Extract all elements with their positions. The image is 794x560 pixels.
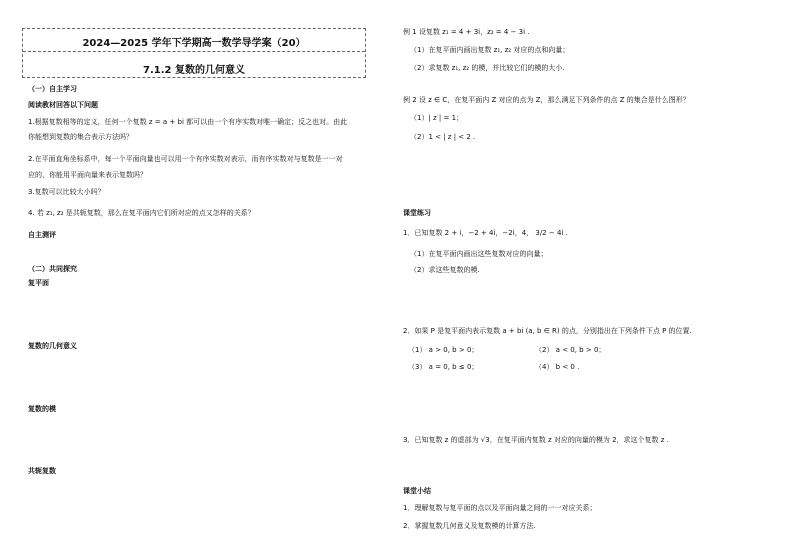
practice-1: 1．已知复数 2 + i，−2 + 4i，−2i，4， 3/2 − 4i . — [403, 229, 568, 237]
example-1-part-1: （1）在复平面内画出复数 z₁, z₂ 对应的点和向量； — [410, 46, 570, 54]
summary-heading: 课堂小结 — [403, 487, 431, 495]
practice-2-cond-1: （1） a > 0, b > 0； — [408, 346, 479, 354]
practice-3: 3．已知复数 z 的虚部为 √3，在复平面内复数 z 对应的向量的模为 2，求这个复数 z . — [403, 436, 669, 444]
example-2-part-2: （2）1 < | z | < 2 . — [410, 133, 476, 141]
title-box — [22, 28, 366, 78]
practice-2-cond-2: （2） a < 0, b > 0； — [535, 346, 606, 354]
practice-1-part-1: （1）在复平面内画出这些复数对应的向量； — [410, 250, 548, 258]
example-1: 例 1 设复数 z₁ = 4 + 3i，z₂ = 4 − 3i . — [403, 28, 530, 36]
practice-2: 2．如果 P 是复平面内表示复数 a + bi (a, b ∈ R) 的点，分别指出在下列条件下点 P 的位置. — [403, 327, 692, 335]
practice-2-cond-4: （4） b < 0 . — [535, 363, 580, 371]
heading-complex-plane: 复平面 — [28, 279, 49, 287]
question-1-line1: 1.根据复数相等的定义，任何一个复数 z = a + bi 都可以由一个有序实数对唯一确定；反之也对。由此 — [28, 118, 348, 126]
read-heading: 阅读教材回答以下问题 — [28, 101, 98, 109]
question-1-line2: 你能想到复数的集合表示方法吗？ — [28, 133, 133, 141]
question-4: 4. 若 z₁, z₂ 是共轭复数，那么在复平面内它们所对应的点又怎样的关系？ — [28, 209, 255, 217]
self-test-heading: 自主测评 — [28, 231, 56, 239]
heading-geometric-meaning: 复数的几何意义 — [28, 342, 77, 350]
example-2-part-1: （1）| z | = 1； — [410, 114, 464, 122]
lesson-subtitle: 7.1.2 复数的几何意义 — [143, 65, 245, 76]
practice-2-cond-3: （3） a = 0, b ≤ 0； — [408, 363, 479, 371]
example-1-part-2: （2）求复数 z₁, z₂ 的模，并比较它们的模的大小. — [410, 64, 565, 72]
question-2-line2: 应的，你能用平面向量来表示复数吗？ — [28, 171, 147, 179]
heading-conjugate: 共轭复数 — [28, 467, 56, 475]
section-self-study: （一）自主学习 — [28, 85, 77, 93]
heading-modulus: 复数的模 — [28, 405, 56, 413]
practice-heading: 课堂练习 — [403, 209, 431, 217]
page-title: 2024—2025 学年下学期高一数学导学案（20） — [82, 38, 306, 49]
practice-1-part-2: （2）求这些复数的模. — [410, 266, 480, 274]
question-3: 3.复数可以比较大小吗？ — [28, 188, 105, 196]
title-divider — [23, 51, 365, 52]
question-2-line1: 2.在平面直角坐标系中，每一个平面向量也可以用一个有序实数对表示，而有序实数对与复数是一一对 — [28, 155, 343, 163]
summary-1: 1．理解复数与复平面的点以及平面向量之间的一一对应关系； — [403, 504, 597, 512]
example-2: 例 2 设 z ∈ C，在复平面内 Z 对应的点为 Z，那么满足下列条件的点 Z 的集合是什么图形？ — [403, 96, 690, 104]
summary-2: 2．掌握复数几何意义及复数模的计算方法. — [403, 522, 536, 530]
section-joint-exploration: （二）共同探究 — [28, 265, 77, 273]
